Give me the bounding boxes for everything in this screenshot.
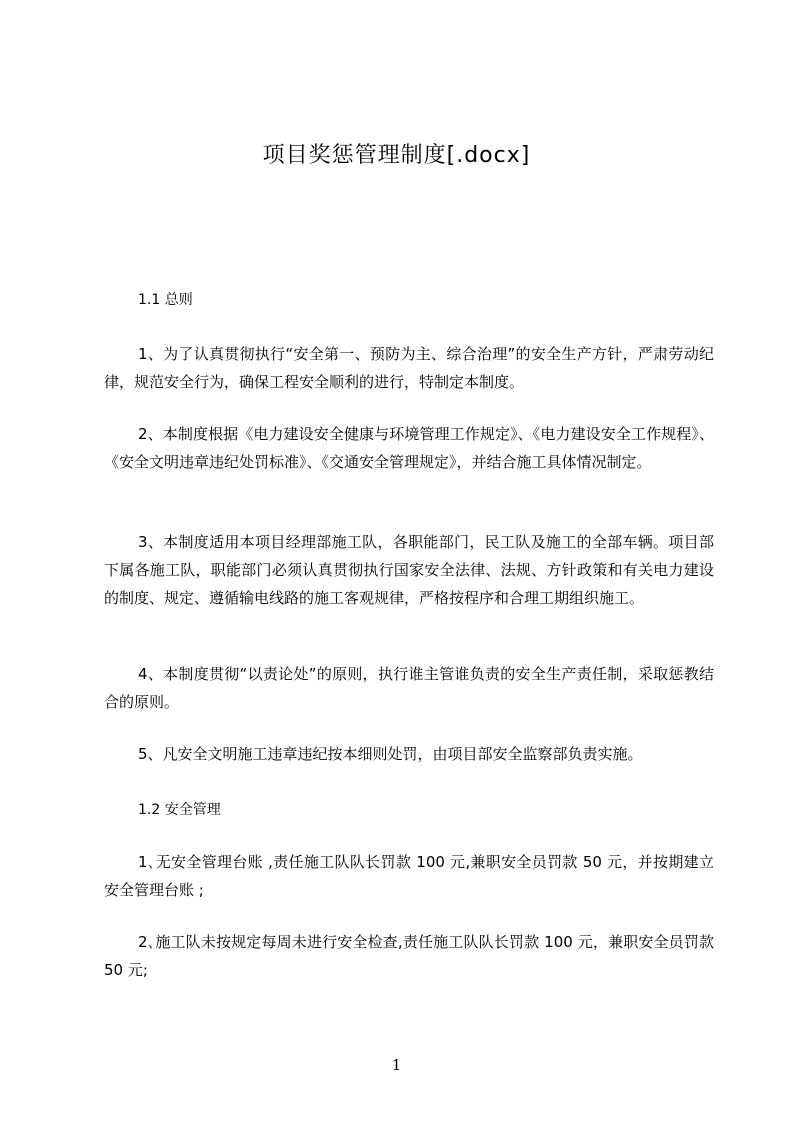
paragraph-4: 4、本制度贯彻“以责论处”的原则，执行谁主管谁负责的安全生产责任制，采取惩教结合的原则。	[104, 665, 714, 711]
paragraph-5: 5、凡安全文明施工违章违纪按本细则处罚，由项目部安全监察部负责实施。	[138, 745, 643, 763]
document-title: 项目奖惩管理制度[.docx]	[262, 143, 531, 168]
section-heading-general: 1.1 总则	[138, 292, 193, 308]
paragraph-7: 2､施工队未按规定每周未进行安全检查,责任施工队队长罚款 100 元，兼职安全员罚款 50 元;	[104, 933, 714, 979]
paragraph-2: 2、本制度根据《电力建设安全健康与环境管理工作规定》、《电力建设安全工作规程》、《安全文明违章违纪处罚标准》、《交通安全管理规定》，并结合施工具体情况制定。	[104, 425, 714, 471]
paragraph-6: 1､无安全管理台账 ,责任施工队队长罚款 100 元,兼职安全员罚款 50 元，并按期建立安全管理台账 ;	[104, 853, 714, 899]
section-heading-safety-management: 1.2 安全管理	[138, 802, 221, 818]
page-number: 1	[391, 1056, 402, 1074]
paragraph-3: 3、本制度适用本项目经理部施工队，各职能部门，民工队及施工的全部车辆。项目部下属各施工队，职能部门必须认真贯彻执行国家安全法律、法规、方针政策和有关电力建设的制度、规定、遵循输电线路的施工客观规律，严格按程序和合理工期组织施工。	[104, 533, 714, 607]
paragraph-1: 1、为了认真贯彻执行“安全第一、预防为主、综合治理”的安全生产方针，严肃劳动纪律，规范安全行为，确保工程安全顺利的进行，特制定本制度。	[104, 345, 714, 391]
